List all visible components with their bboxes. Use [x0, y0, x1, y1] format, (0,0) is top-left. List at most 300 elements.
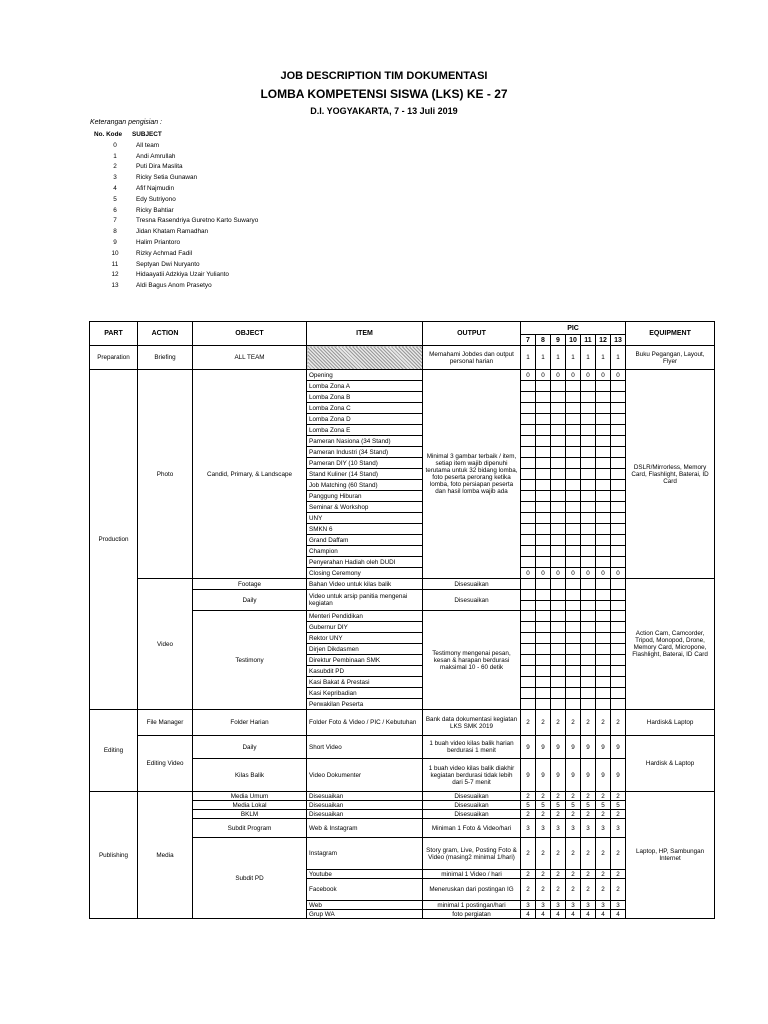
pic-cell: [581, 502, 596, 513]
pic-cell: [566, 633, 581, 644]
pic-cell: [551, 677, 566, 688]
output-cell: Disesuaikan: [423, 579, 521, 590]
legend-kode: 3: [113, 174, 117, 182]
pic-cell: 3: [581, 819, 596, 838]
pic-cell: 2: [581, 810, 596, 819]
item-cell: Stand Kuliner (14 Stand): [307, 469, 423, 480]
pic-cell: [551, 579, 566, 590]
legend-row: [94, 260, 258, 271]
pic-cell: [521, 666, 536, 677]
header-pic-col: 8: [536, 335, 551, 346]
pic-cell: 0: [611, 370, 626, 381]
pic-cell: 2: [596, 710, 611, 736]
object-cell: Media Umum: [193, 792, 307, 801]
pic-cell: 2: [581, 710, 596, 736]
pic-cell: 2: [551, 810, 566, 819]
pic-cell: 9: [611, 736, 626, 759]
pic-cell: [611, 611, 626, 622]
pic-cell: 2: [536, 870, 551, 879]
pic-cell: 9: [551, 736, 566, 759]
legend-row: [94, 152, 258, 163]
header-pic-col: 9: [551, 335, 566, 346]
pic-cell: [536, 436, 551, 447]
part-cell: Editing: [90, 710, 138, 792]
pic-cell: [521, 381, 536, 392]
pic-cell: 4: [566, 910, 581, 919]
pic-cell: 2: [551, 792, 566, 801]
pic-cell: [581, 546, 596, 557]
output-cell: Disesuaikan: [423, 792, 521, 801]
pic-cell: [611, 622, 626, 633]
pic-cell: [551, 644, 566, 655]
title-line-3: D.I. YOGYAKARTA, 7 - 13 Juli 2019: [310, 106, 458, 116]
pic-cell: [536, 601, 551, 611]
item-cell: Disesuaikan: [307, 810, 423, 819]
pic-cell: 0: [521, 568, 536, 579]
output-cell: minimal 1 postingan/hari: [423, 901, 521, 910]
pic-cell: 2: [566, 710, 581, 736]
pic-cell: 3: [536, 819, 551, 838]
pic-cell: [596, 447, 611, 458]
item-cell: Pameran Industri (34 Stand): [307, 447, 423, 458]
pic-cell: [521, 622, 536, 633]
table-row: [90, 322, 715, 335]
pic-cell: 2: [536, 879, 551, 901]
pic-cell: [596, 524, 611, 535]
output-cell: Miniman 1 Foto & Video/hari: [423, 819, 521, 838]
pic-cell: [566, 644, 581, 655]
pic-cell: 2: [596, 810, 611, 819]
item-cell: Video Dokumenter: [307, 759, 423, 792]
pic-cell: [521, 469, 536, 480]
action-cell: Editing Video: [138, 736, 193, 792]
item-cell: Closing Ceremony: [307, 568, 423, 579]
pic-cell: [596, 644, 611, 655]
item-cell: Lomba Zona A: [307, 381, 423, 392]
pic-cell: [521, 579, 536, 590]
pic-cell: 9: [596, 759, 611, 792]
item-cell: Penyerahan Hadiah oleh DUDI: [307, 557, 423, 568]
pic-cell: [521, 480, 536, 491]
output-cell: Story gram, Live, Posting Foto & Video (masing2 minimal 1/hari): [423, 838, 521, 870]
pic-cell: 2: [611, 870, 626, 879]
pic-cell: 2: [551, 838, 566, 870]
action-cell: Media: [138, 792, 193, 919]
pic-cell: [611, 403, 626, 414]
pic-cell: [596, 622, 611, 633]
object-cell: Kilas Balik: [193, 759, 307, 792]
header-item: ITEM: [307, 322, 423, 346]
pic-cell: [521, 546, 536, 557]
item-cell: Job Matching (60 Stand): [307, 480, 423, 491]
pic-cell: 2: [551, 710, 566, 736]
pic-cell: [551, 666, 566, 677]
pic-cell: [581, 590, 596, 601]
pic-cell: [611, 666, 626, 677]
legend-kode: 2: [113, 163, 117, 171]
action-cell: File Manager: [138, 710, 193, 736]
item-cell: Video untuk arsip panitia mengenai kegiatan: [307, 590, 423, 611]
legend-subject: Ricky Bahtiar: [136, 206, 174, 214]
pic-cell: [581, 458, 596, 469]
pic-cell: [536, 524, 551, 535]
pic-cell: [521, 655, 536, 666]
output-cell: Testimony mengenai pesan, kesan & harapan berdurasi maksimal 10 - 60 detik: [423, 611, 521, 710]
pic-cell: [611, 633, 626, 644]
pic-cell: [596, 414, 611, 425]
table-row: [90, 710, 715, 736]
pic-cell: [521, 502, 536, 513]
pic-cell: [521, 414, 536, 425]
pic-cell: [536, 677, 551, 688]
pic-cell: [521, 699, 536, 710]
pic-cell: [521, 535, 536, 546]
table-row: [90, 346, 715, 370]
pic-cell: [551, 622, 566, 633]
pic-cell: [611, 513, 626, 524]
pic-cell: 2: [596, 838, 611, 870]
legend-row: [94, 238, 258, 249]
pic-cell: [596, 502, 611, 513]
pic-cell: [536, 414, 551, 425]
pic-cell: [551, 535, 566, 546]
pic-cell: [551, 688, 566, 699]
pic-cell: [611, 381, 626, 392]
pic-cell: 3: [611, 819, 626, 838]
legend-subject: Andi Amrullah: [136, 152, 176, 160]
equipment-cell: Hardisk & Laptop: [626, 736, 715, 792]
legend-header: [94, 130, 258, 141]
output-cell: Meneruskan dari postingan IG: [423, 879, 521, 901]
item-cell: Disesuaikan: [307, 801, 423, 810]
pic-cell: [566, 699, 581, 710]
legend-kode: 6: [113, 206, 117, 214]
pic-cell: [536, 425, 551, 436]
pic-cell: [536, 666, 551, 677]
pic-cell: [566, 425, 581, 436]
object-cell: ALL TEAM: [193, 346, 307, 370]
pic-cell: [551, 633, 566, 644]
pic-cell: 2: [596, 870, 611, 879]
item-cell: Disesuaikan: [307, 792, 423, 801]
pic-cell: [521, 633, 536, 644]
item-cell: Rektor UNY: [307, 633, 423, 644]
item-cell: Lomba Zona C: [307, 403, 423, 414]
legend-kode: 10: [111, 249, 119, 257]
pic-cell: [566, 458, 581, 469]
output-cell: minimal 1 Video / hari: [423, 870, 521, 879]
legend-subject: Ricky Setia Gunawan: [136, 174, 198, 182]
pic-cell: [611, 425, 626, 436]
pic-cell: [596, 666, 611, 677]
pic-cell: 2: [536, 838, 551, 870]
pic-cell: [611, 491, 626, 502]
item-cell: Grup WA: [307, 910, 423, 919]
pic-cell: [581, 633, 596, 644]
pic-cell: 3: [536, 901, 551, 910]
pic-cell: [566, 502, 581, 513]
pic-cell: 3: [521, 819, 536, 838]
pic-cell: [581, 436, 596, 447]
item-cell: Lomba Zona B: [307, 392, 423, 403]
object-cell: Folder Harian: [193, 710, 307, 736]
pic-cell: 4: [551, 910, 566, 919]
pic-cell: 2: [521, 792, 536, 801]
item-cell: Lomba Zona D: [307, 414, 423, 425]
pic-cell: [566, 381, 581, 392]
item-cell: Grand Daffam: [307, 535, 423, 546]
pic-cell: 3: [611, 901, 626, 910]
pic-cell: 9: [581, 759, 596, 792]
pic-cell: 2: [581, 838, 596, 870]
pic-cell: 2: [581, 792, 596, 801]
pic-cell: 0: [536, 568, 551, 579]
pic-cell: [536, 403, 551, 414]
pic-cell: [521, 458, 536, 469]
header-output: OUTPUT: [423, 322, 521, 346]
pic-cell: [551, 469, 566, 480]
pic-cell: 2: [566, 879, 581, 901]
pic-cell: [566, 557, 581, 568]
object-cell: Media Lokal: [193, 801, 307, 810]
title-line-1: JOB DESCRIPTION TIM DOKUMENTASI: [280, 70, 488, 82]
pic-cell: 2: [611, 810, 626, 819]
pic-cell: [611, 655, 626, 666]
legend-note: Keterangan pengisian :: [90, 119, 162, 126]
action-cell: Briefing: [138, 346, 193, 370]
title-line-2: LOMBA KOMPETENSI SISWA (LKS) KE - 27: [260, 87, 508, 101]
legend-kode: 9: [113, 238, 117, 246]
pic-cell: [551, 590, 566, 601]
pic-cell: [581, 414, 596, 425]
header-equipment: EQUIPMENT: [626, 322, 715, 346]
pic-cell: [566, 469, 581, 480]
object-cell: BKLM: [193, 810, 307, 819]
pic-cell: 5: [611, 801, 626, 810]
legend-subject: Afif Najmudin: [136, 184, 175, 192]
pic-cell: [611, 699, 626, 710]
header-part: PART: [90, 322, 138, 346]
pic-cell: 2: [521, 838, 536, 870]
output-cell: Disesuaikan: [423, 801, 521, 810]
pic-cell: 2: [521, 810, 536, 819]
pic-cell: 0: [596, 568, 611, 579]
pic-cell: [536, 699, 551, 710]
pic-cell: 4: [596, 910, 611, 919]
pic-cell: 3: [596, 819, 611, 838]
pic-cell: [521, 524, 536, 535]
legend-row: [94, 270, 258, 281]
pic-cell: [551, 480, 566, 491]
pic-cell: [536, 447, 551, 458]
pic-cell: [611, 644, 626, 655]
pic-cell: [536, 590, 551, 601]
pic-cell: [566, 677, 581, 688]
pic-cell: 5: [521, 801, 536, 810]
pic-cell: 5: [566, 801, 581, 810]
pic-cell: [566, 688, 581, 699]
pic-cell: 0: [536, 370, 551, 381]
pic-cell: 3: [551, 901, 566, 910]
pic-cell: [581, 655, 596, 666]
pic-cell: 5: [581, 801, 596, 810]
legend-header-kode: No. Kode: [94, 131, 123, 138]
pic-cell: [536, 480, 551, 491]
table-row: [90, 370, 715, 381]
pic-cell: [596, 546, 611, 557]
pic-cell: [581, 644, 596, 655]
item-cell: Perwakilan Peserta: [307, 699, 423, 710]
pic-cell: [596, 480, 611, 491]
item-cell: Pameran Nasiona (34 Stand): [307, 436, 423, 447]
output-cell: Minimal 3 gambar terbaik / item, setiap item wajib dipenuhi terutama untuk 32 bidang lomba, foto peserta perorang ketika lomba, foto persiapan peserta dan hasil lomba wajib ada: [423, 370, 521, 579]
item-cell: Short Video: [307, 736, 423, 759]
legend-subject: Hidaayatii Adzkiya Uzair Yulianto: [136, 271, 229, 279]
object-cell: Daily: [193, 590, 307, 611]
pic-cell: 1: [611, 346, 626, 370]
output-cell: Bank data dokumentasi kegiatan LKS SMK 2019: [423, 710, 521, 736]
item-cell: SMKN 6: [307, 524, 423, 535]
pic-cell: [611, 436, 626, 447]
pic-cell: 9: [566, 759, 581, 792]
pic-cell: 2: [551, 879, 566, 901]
pic-cell: 2: [611, 838, 626, 870]
pic-cell: [611, 601, 626, 611]
pic-cell: 4: [536, 910, 551, 919]
pic-cell: [566, 601, 581, 611]
pic-cell: 1: [521, 346, 536, 370]
item-cell: Menteri Pendidikan: [307, 611, 423, 622]
pic-cell: 1: [596, 346, 611, 370]
pic-cell: 4: [611, 910, 626, 919]
pic-cell: [611, 557, 626, 568]
pic-cell: 1: [566, 346, 581, 370]
legend-kode: 0: [113, 141, 117, 149]
pic-cell: [581, 535, 596, 546]
legend-list: [94, 130, 258, 292]
pic-cell: 1: [536, 346, 551, 370]
pic-cell: 9: [536, 759, 551, 792]
pic-cell: 2: [521, 870, 536, 879]
equipment-cell: Buku Pegangan, Layout, Flyer: [626, 346, 715, 370]
pic-cell: [566, 403, 581, 414]
pic-cell: [536, 502, 551, 513]
pic-cell: [521, 590, 536, 601]
pic-cell: [551, 458, 566, 469]
legend-row: [94, 173, 258, 184]
pic-cell: 0: [566, 568, 581, 579]
pic-cell: [551, 524, 566, 535]
item-cell: Bahan Video untuk kilas balik: [307, 579, 423, 590]
legend-kode: 4: [113, 184, 117, 192]
pic-cell: 5: [596, 801, 611, 810]
pic-cell: 2: [596, 879, 611, 901]
pic-cell: [611, 458, 626, 469]
pic-cell: [581, 579, 596, 590]
pic-cell: 2: [596, 792, 611, 801]
pic-cell: [521, 436, 536, 447]
pic-cell: 0: [611, 568, 626, 579]
pic-cell: 2: [581, 870, 596, 879]
pic-cell: [596, 557, 611, 568]
pic-cell: 9: [596, 736, 611, 759]
pic-cell: [611, 579, 626, 590]
legend-row: [94, 281, 258, 292]
pic-cell: [551, 513, 566, 524]
pic-cell: [596, 611, 611, 622]
item-cell: Kasi Kepribadian: [307, 688, 423, 699]
pic-cell: 2: [536, 710, 551, 736]
pic-cell: [581, 447, 596, 458]
legend-row: [94, 206, 258, 217]
item-cell: Kasubdit PD: [307, 666, 423, 677]
item-cell: Folder Foto & Video / PIC / Kebutuhan: [307, 710, 423, 736]
item-cell: Pameran DIY (10 Stand): [307, 458, 423, 469]
legend-row: [94, 162, 258, 173]
header-pic-col: 7: [521, 335, 536, 346]
pic-cell: [521, 688, 536, 699]
legend-header-subject: SUBJECT: [132, 131, 162, 138]
table-row: [90, 579, 715, 590]
pic-cell: [566, 590, 581, 601]
legend-subject: Aldi Bagus Anom Prasetyo: [136, 282, 212, 290]
legend-row: [94, 227, 258, 238]
table-row: [90, 736, 715, 759]
pic-cell: [581, 622, 596, 633]
pic-cell: [551, 403, 566, 414]
pic-cell: [551, 601, 566, 611]
pic-cell: [521, 601, 536, 611]
pic-cell: 2: [536, 810, 551, 819]
item-cell: Seminar & Workshop: [307, 502, 423, 513]
pic-cell: [611, 590, 626, 601]
pic-cell: 5: [536, 801, 551, 810]
object-cell: Testimony: [193, 611, 307, 710]
pic-cell: 9: [566, 736, 581, 759]
equipment-cell: Hardisk& Laptop: [626, 710, 715, 736]
part-cell: Publishing: [90, 792, 138, 919]
pic-cell: [566, 524, 581, 535]
legend-kode: 11: [111, 260, 119, 268]
pic-cell: [536, 491, 551, 502]
legend-subject: Tresna Rasendriya Guretno Karto Suwaryo: [136, 217, 259, 225]
pic-cell: [551, 557, 566, 568]
pic-cell: 5: [551, 801, 566, 810]
legend-row: [94, 141, 258, 152]
pic-cell: [521, 425, 536, 436]
item-cell: Panggung Hiburan: [307, 491, 423, 502]
item-cell: Web & Instagram: [307, 819, 423, 838]
pic-cell: [551, 436, 566, 447]
pic-cell: [521, 557, 536, 568]
pic-cell: 9: [611, 759, 626, 792]
pic-cell: [581, 601, 596, 611]
job-table: [89, 321, 715, 919]
pic-cell: [566, 546, 581, 557]
pic-cell: [596, 381, 611, 392]
object-cell: Footage: [193, 579, 307, 590]
pic-cell: 0: [566, 370, 581, 381]
equipment-cell: Action Cam, Camcorder, Tripod, Monopod, Drone, Memory Card, Micropone, Flashlight, Baterai, ID Card: [626, 579, 715, 710]
item-cell: Youtube: [307, 870, 423, 879]
pic-cell: [596, 403, 611, 414]
pic-cell: [536, 579, 551, 590]
item-cell: UNY: [307, 513, 423, 524]
legend-row: [94, 216, 258, 227]
pic-cell: [566, 655, 581, 666]
pic-cell: [581, 666, 596, 677]
pic-cell: [566, 436, 581, 447]
